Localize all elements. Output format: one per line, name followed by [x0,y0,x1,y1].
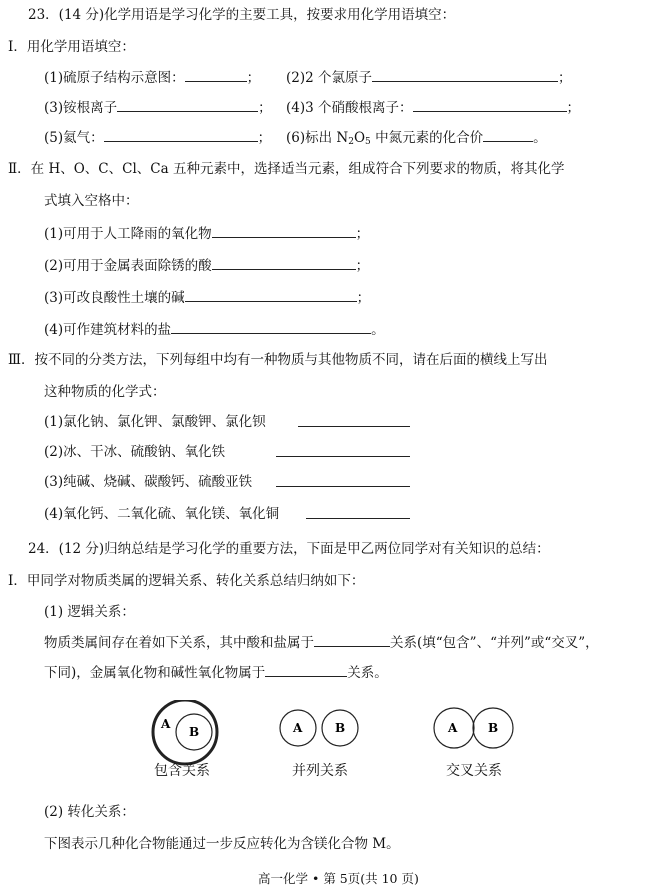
answer-blank[interactable] [104,128,258,142]
caption-containment: 包含关系 [154,763,210,779]
answer-blank[interactable] [483,128,533,142]
q23-item-3: (3)铵根离子 ； [44,100,272,116]
answer-blank[interactable] [117,98,258,112]
q23-part3-blank-1[interactable] [298,413,410,432]
answer-blank[interactable] [413,98,567,112]
containment-diagram [153,700,217,764]
label-a: A [161,717,171,731]
q23-part3-blank-3[interactable] [276,473,410,492]
q24-sub1-text-line2: 下同)，金属氧化物和碱性氧化物属于 关系。 [44,665,388,681]
answer-blank[interactable] [276,473,410,487]
q24-sub1-text-line1: 物质类属间存在着如下关系，其中酸和盐属于 关系(填“包含”、“并列”或“交叉”， [44,635,599,651]
q23-part2-item-2: (2)可用于金属表面除锈的酸 ； [44,258,370,274]
answer-blank[interactable] [298,413,410,427]
q23-part3-item-1: (1)氯化钠、氯化钾、氯酸钾、氯化钡 [44,414,266,430]
label-b: B [488,721,499,735]
answer-blank[interactable] [276,443,410,457]
caption-parallel: 并列关系 [292,763,348,779]
q23-part2-title-line1: Ⅱ．在 H、O、C、Cl、Ca 五种元素中，选择适当元素，组成符合下列要求的物质，将其化学 [8,161,565,177]
q24-heading: 24．(12 分)归纳总结是学习化学的重要方法，下面是甲乙两位同学对有关知识的总结： [28,541,550,557]
q23-part3-blank-4[interactable] [306,505,410,524]
answer-blank[interactable] [212,256,356,270]
answer-blank[interactable] [314,633,390,647]
intersection-diagram [434,708,513,748]
answer-blank[interactable] [212,224,356,238]
answer-blank[interactable] [265,663,347,677]
label-b: B [189,725,200,739]
q23-heading: 23．(14 分)化学用语是学习化学的主要工具，按要求用化学用语填空： [28,7,456,23]
answer-blank[interactable] [171,320,371,334]
q23-part2-item-3: (3)可改良酸性土壤的碱 ； [44,290,371,306]
label-b: B [335,721,346,735]
q23-part3-blank-2[interactable] [276,443,410,462]
answer-blank[interactable] [372,68,558,82]
answer-blank[interactable] [306,505,410,519]
answer-blank[interactable] [185,288,357,302]
answer-blank[interactable] [185,68,247,82]
page-footer: 高一化学 • 第 5页(共 10 页) [258,871,419,886]
label-a: A [293,721,303,735]
q23-item-6: (6)标出 $N_2O_5$ 中氮元素的化合价 。 [286,130,547,147]
q23-item-1: (1)硫原子结构示意图： ； [44,70,261,86]
q23-part2-item-4: (4)可作建筑材料的盐 。 [44,322,385,338]
q24-sub2-text: 下图表示几种化合物能通过一步反应转化为含镁化合物 M。 [44,836,400,852]
q23-item-5: (5)氦气： ； [44,130,272,146]
parallel-diagram [280,710,358,746]
q24-sub1-title: (1) 逻辑关系： [44,604,135,620]
label-a: A [448,721,458,735]
q23-part2-item-1: (1)可用于人工降雨的氧化物 ； [44,226,370,242]
q23-part3-item-4: (4)氧化钙、二氧化硫、氧化镁、氧化铜 [44,506,280,522]
q24-part1-title: Ⅰ．甲同学对物质类属的逻辑关系、转化关系总结归纳如下： [8,573,365,589]
q24-sub2-title: (2) 转化关系： [44,804,135,820]
q23-part2-title-line2: 式填入空格中： [44,193,139,209]
q23-item-2: (2)2 个氯原子 ； [286,70,572,86]
q23-part3-title-line1: Ⅲ．按不同的分类方法，下列每组中均有一种物质与其他物质不同，请在后面的横线上写出 [8,352,548,368]
q23-part3-item-3: (3)纯碱、烧碱、碳酸钙、硫酸亚铁 [44,474,253,490]
outer-circle-a [153,700,217,764]
q23-part3-item-2: (2)冰、干冰、硫酸钠、氧化铁 [44,444,226,460]
q23-item-4: (4)3 个硝酸根离子： ； [286,100,581,116]
q23-part3-title-line2: 这种物质的化学式： [44,384,166,400]
caption-intersection: 交叉关系 [446,763,502,779]
q23-part1-title: Ⅰ．用化学用语填空： [8,39,135,55]
